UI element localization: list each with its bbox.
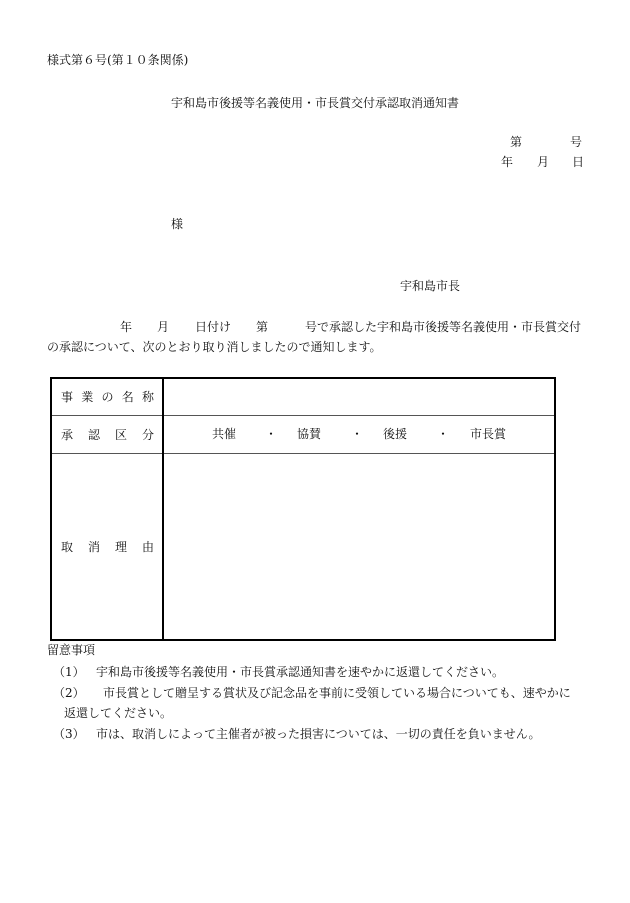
- cancellation-reason-field[interactable]: [163, 453, 555, 640]
- label-char: 消: [87, 539, 100, 554]
- document-number-prefix: 第: [510, 135, 523, 149]
- category-cosponsor[interactable]: 共催: [212, 426, 237, 441]
- label-char: 区: [114, 427, 127, 442]
- label-char: の: [101, 390, 114, 405]
- note-number: （2）: [53, 686, 85, 700]
- category-separator: ・: [351, 426, 364, 441]
- label-char: 理: [114, 539, 127, 554]
- note-number: （1）: [53, 665, 85, 679]
- label-char: 承: [61, 427, 74, 442]
- label-char: 取: [61, 539, 74, 554]
- ref-date-day: 日付け: [195, 320, 232, 334]
- row-event-name: [51, 378, 555, 415]
- label-char: 名: [121, 390, 134, 405]
- sender-name: 宇和島市長: [400, 279, 461, 293]
- label-char: 称: [141, 390, 154, 405]
- row-cancellation-reason: [51, 453, 555, 640]
- label-char: 分: [141, 427, 154, 442]
- details-table: [50, 377, 556, 641]
- form-number: 様式第６号(第１０条関係): [47, 53, 189, 67]
- label-cancellation-reason: [51, 453, 163, 640]
- event-name-field[interactable]: [163, 378, 555, 415]
- notes-heading: 留意事項: [47, 643, 96, 657]
- category-patronage[interactable]: 後援: [383, 426, 408, 441]
- note-number: （3）: [53, 727, 85, 741]
- document-number-suffix: 号: [570, 135, 583, 149]
- category-separator: ・: [437, 426, 450, 441]
- note-text: 市長賞として贈呈する賞状及び記念品を事前に受領している場合についても、速やかに: [103, 686, 571, 700]
- ref-date-month: 月: [157, 320, 170, 334]
- approval-category-field: [163, 415, 555, 453]
- issue-date-day: 日: [572, 155, 585, 169]
- note-text-continued: 返還してください。: [64, 706, 173, 720]
- ref-number-prefix: 第: [256, 320, 269, 334]
- label-char: 業: [81, 390, 94, 405]
- ref-date-year: 年: [120, 320, 133, 334]
- label-event-name: [51, 378, 163, 415]
- label-char: 由: [141, 539, 154, 554]
- document-title: 宇和島市後援等名義使用・市長賞交付承認取消通知書: [170, 96, 459, 110]
- category-separator: ・: [265, 426, 278, 441]
- category-support[interactable]: 協賛: [297, 426, 322, 441]
- category-mayor-award[interactable]: 市長賞: [470, 426, 507, 441]
- body-line-2: の承認について、次のとおり取り消しましたので通知します。: [47, 340, 382, 354]
- label-char: 認: [87, 427, 100, 442]
- label-char: 事: [61, 390, 74, 405]
- note-text: 宇和島市後援等名義使用・市長賞承認通知書を速やかに返還してください。: [96, 665, 505, 679]
- issue-date-year: 年: [501, 155, 514, 169]
- row-approval-category: [51, 415, 555, 453]
- body-line-1-text: 号で承認した宇和島市後援等名義使用・市長賞交付: [305, 320, 582, 334]
- note-text: 市は、取消しによって主催者が被った損害については、一切の責任を負いません。: [96, 727, 541, 741]
- issue-date-month: 月: [537, 155, 550, 169]
- label-approval-category: [51, 415, 163, 453]
- addressee-honorific: 様: [171, 217, 184, 231]
